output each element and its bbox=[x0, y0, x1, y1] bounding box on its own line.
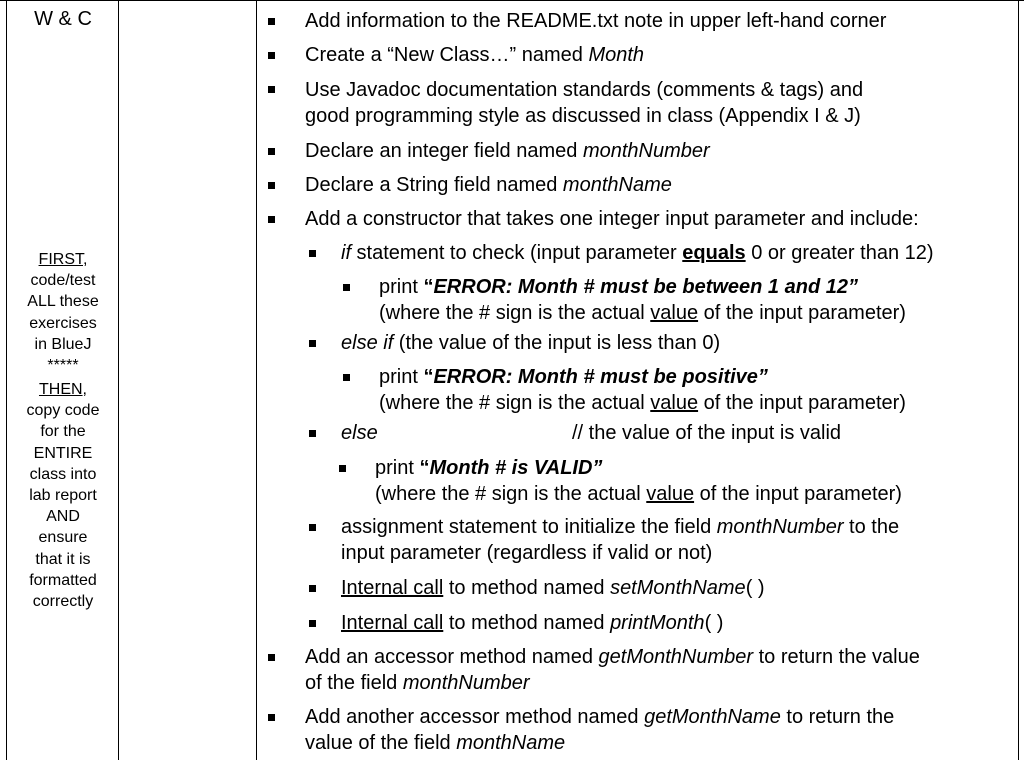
bullet-icon bbox=[268, 714, 275, 721]
bullet-icon bbox=[268, 86, 275, 93]
table-left-border bbox=[6, 0, 7, 760]
bullet-icon bbox=[268, 18, 275, 25]
item-assignment: assignment statement to initialize the field monthNumber to the input parameter (regardless if valid or not) bbox=[341, 516, 900, 564]
column-divider-2 bbox=[256, 0, 257, 760]
item-get-month-number: Add an accessor method named getMonthNumber to return the value of the field monthNumber bbox=[305, 646, 920, 694]
table-top-border bbox=[0, 0, 1024, 1]
bullet-icon bbox=[343, 374, 350, 381]
bullet-icon bbox=[309, 524, 316, 531]
item-string-field: Declare a String field named monthName bbox=[305, 174, 672, 196]
side-instructions: FIRST, code/test ALL these exercises in BlueJ ***** THEN, copy code for the ENTIRE class into lab report AND ensure that it is formatted correctly bbox=[9, 249, 117, 612]
bullet-icon bbox=[309, 620, 316, 627]
then-label: THEN bbox=[38, 381, 83, 399]
bullet-icon bbox=[268, 216, 275, 223]
item-new-class: Create a “New Class…” named Month bbox=[305, 44, 645, 66]
bullet-icon bbox=[309, 585, 316, 592]
bullet-icon bbox=[339, 465, 346, 472]
category-label: W & C bbox=[34, 8, 92, 30]
item-call-print-month: Internal call to method named printMonth( ) bbox=[341, 612, 724, 634]
item-error-positive: print “ERROR: Month # must be positive” (where the # sign is the actual value of the input parameter) bbox=[379, 366, 906, 414]
item-int-field: Declare an integer field named monthNumber bbox=[305, 140, 710, 162]
item-javadoc: Use Javadoc documentation standards (comments & tags) and good programming style as discussed in class (Appendix I & J) bbox=[305, 79, 864, 127]
bullet-icon bbox=[309, 250, 316, 257]
item-else: else bbox=[341, 422, 378, 444]
bullet-icon bbox=[343, 284, 350, 291]
item-error-range: print “ERROR: Month # must be between 1 and 12” (where the # sign is the actual value of the input parameter) bbox=[379, 276, 906, 324]
bullet-icon bbox=[268, 148, 275, 155]
item-constructor: Add a constructor that takes one integer input parameter and include: bbox=[305, 208, 919, 230]
bullet-icon bbox=[309, 430, 316, 437]
bullet-icon bbox=[309, 340, 316, 347]
item-else-comment: // the value of the input is valid bbox=[572, 422, 842, 444]
item-get-month-name: Add another accessor method named getMonthName to return the value of the field monthName bbox=[305, 706, 895, 754]
first-label: FIRST bbox=[38, 251, 83, 268]
table-right-border bbox=[1018, 0, 1019, 760]
item-else-if: else if (the value of the input is less than 0) bbox=[341, 332, 721, 354]
item-if-check: if statement to check (input parameter equals 0 or greater than 12) bbox=[341, 242, 934, 264]
column-divider-1 bbox=[118, 0, 119, 760]
item-valid: print “Month # is VALID” (where the # sign is the actual value of the input parameter) bbox=[375, 457, 902, 505]
item-call-set-month-name: Internal call to method named setMonthName( ) bbox=[341, 577, 765, 599]
item-readme: Add information to the README.txt note in upper left-hand corner bbox=[305, 10, 887, 32]
bullet-icon bbox=[268, 52, 275, 59]
separator-stars: ***** bbox=[47, 357, 79, 375]
bullet-icon bbox=[268, 654, 275, 661]
bullet-icon bbox=[268, 182, 275, 189]
